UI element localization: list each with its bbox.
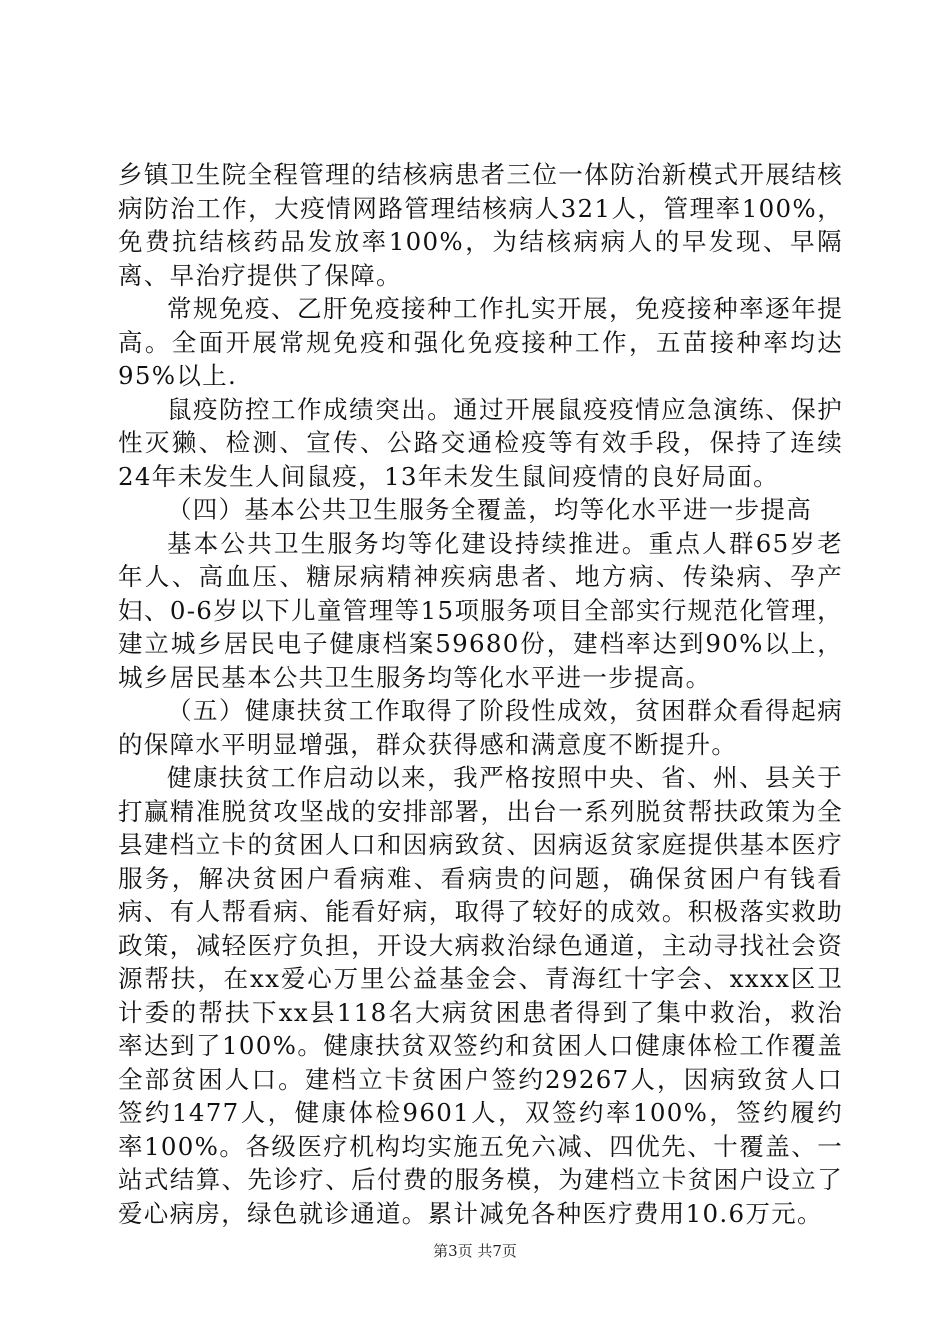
paragraph-immunization: 常规免疫、乙肝免疫接种工作扎实开展，免疫接种率逐年提高。全面开展常规免疫和强化免疫接种工作，五苗接种率均达95%以上. — [118, 294, 843, 390]
section-heading-public-health: （四）基本公共卫生服务全覆盖，均等化水平进一步提高 — [167, 495, 812, 524]
paragraph-public-health-services: 基本公共卫生服务均等化建设持续推进。重点人群65岁老年人、高血压、糖尿病精神疾病患者、地方病、传染病、孕产妇、0-6岁以下儿童管理等15项服务项目全部实行规范化管理，建立城乡居民电子健康档案59680份，建档率达到90%以上，城乡居民基本公共卫生服务均等化水平进一步提高。 — [118, 528, 843, 692]
page-footer — [0, 1240, 950, 1261]
section-heading-poverty-alleviation: （五）健康扶贫工作取得了阶段性成效，贫困群众看得起病的保障水平明显增强，群众获得感和满意度不断提升。 — [118, 696, 843, 759]
document-body — [118, 158, 843, 1230]
page-number: 第3页 共7页 — [433, 1242, 517, 1260]
paragraph-health-poverty-alleviation: 健康扶贫工作启动以来，我严格按照中央、省、州、县关于打赢精准脱贫攻坚战的安排部署，出台一系列脱贫帮扶政策为全县建档立卡的贫困人口和因病致贫、因病返贫家庭提供基本医疗服务，解决贫困户看病难、看病贵的问题，确保贫困户有钱看病、有人帮看病、能看好病，取得了较好的成效。积极落实救助政策，减轻医疗负担，开设大病救治绿色通道，主动寻找社会资源帮扶，在xx爱心万里公益基金会、青海红十字会、xxxx区卫计委的帮扶下xx县118名大病贫困患者得到了集中救治，救治率达到了100%。健康扶贫双签约和贫困人口健康体检工作覆盖全部贫困人口。建档立卡贫困户签约29267人，因病致贫人口签约1477人，健康体检9601人，双签约率100%，签约履约率100%。各级医疗机构均实施五免六减、四优先、十覆盖、一站式结算、先诊疗、后付费的服务模，为建档立卡贫困户设立了爱心病房，绿色就诊通道。累计减免各种医疗费用10.6万元。 — [118, 763, 843, 1228]
paragraph-tuberculosis: 乡镇卫生院全程管理的结核病患者三位一体防治新模式开展结核病防治工作，大疫情网路管理结核病人321人，管理率100%，免费抗结核药品发放率100%，为结核病病人的早发现、早隔离、早治疗提供了保障。 — [118, 160, 843, 290]
paragraph-plague-control: 鼠疫防控工作成绩突出。通过开展鼠疫疫情应急演练、保护性灭獭、检测、宣传、公路交通检疫等有效手段，保持了连续24年未发生人间鼠疫，13年未发生鼠间疫情的良好局面。 — [118, 394, 843, 491]
